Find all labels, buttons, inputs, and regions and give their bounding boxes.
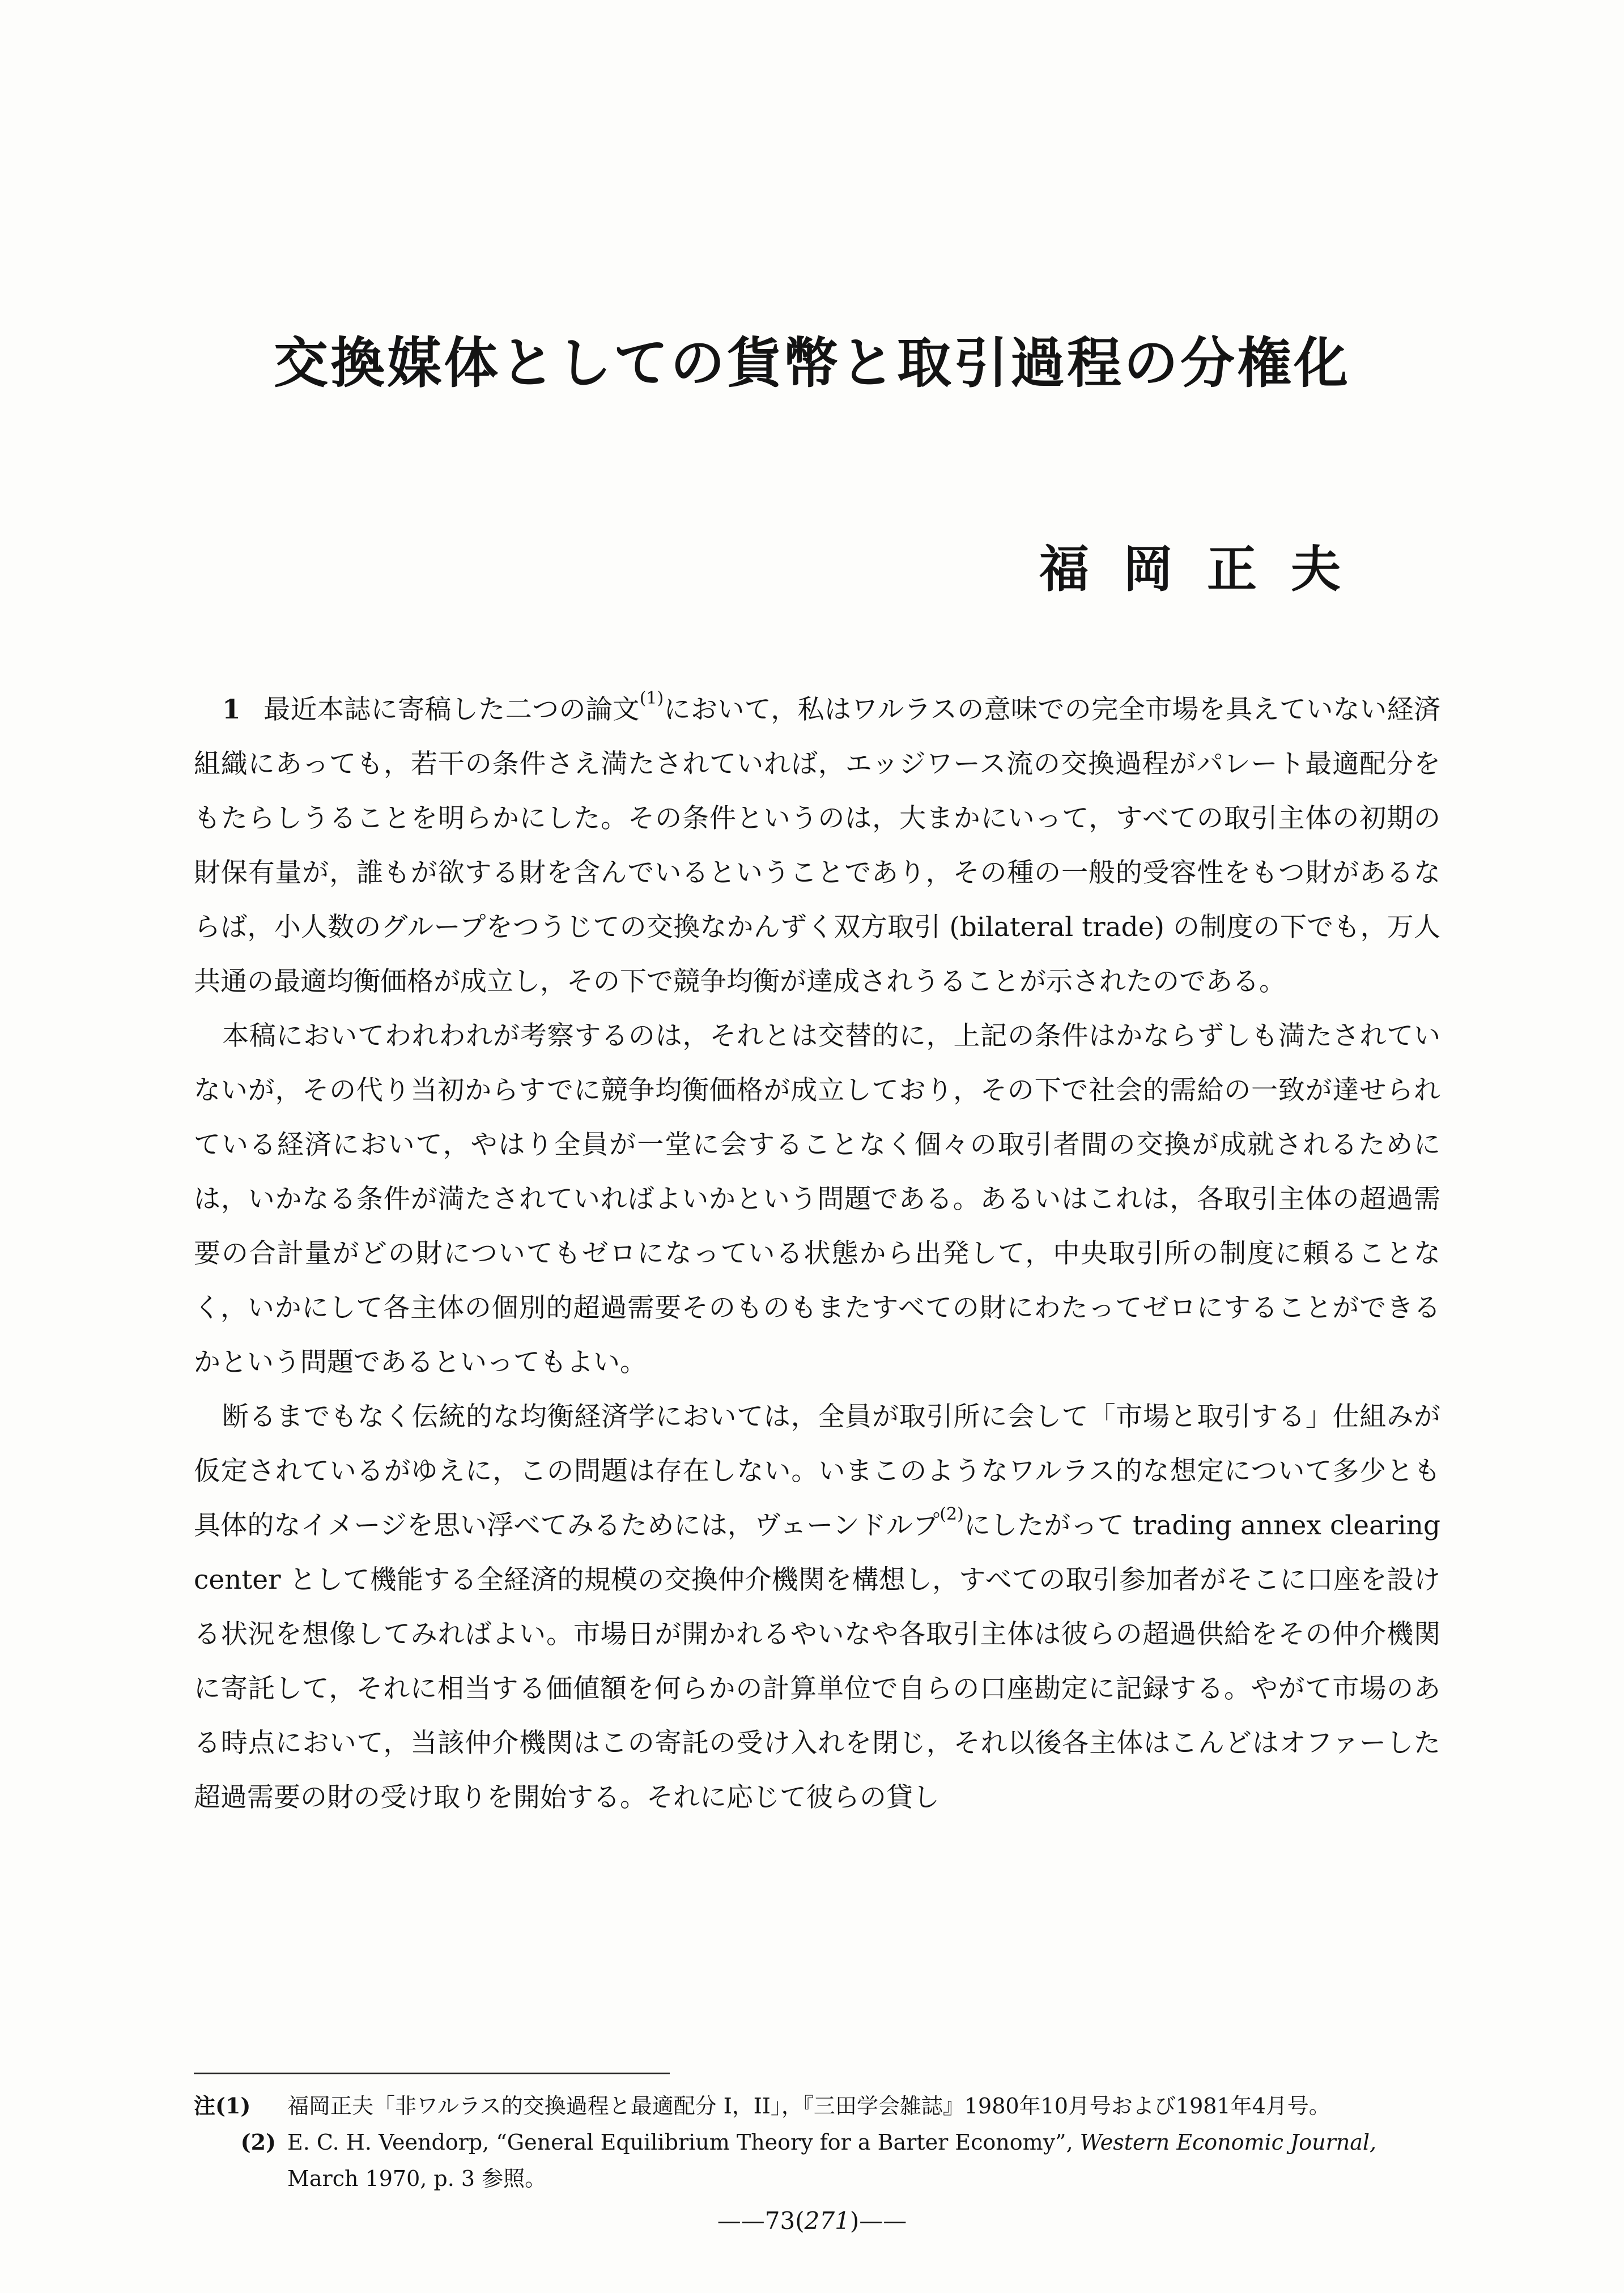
- author-name: 福岡正夫: [1039, 539, 1375, 598]
- paragraph-text: 本稿においてわれわれが考察するのは，それとは交替的に，上記の条件はかならずしも満たされていないが，その代り当初からすでに競争均衡価格が成立しており，その下で社会的需給の一致が達せられている経済において，やはり全員が一堂に会することなく個々の取引者間の交換が成就されるためには，いかなる条件が満たされていればよいかという問題である。あるいはこれは，各取引主体の超過需要の合計量がどの財についてもゼロになっている状態から出発して，中央取引所の制度に頼ることなく，いかにして各主体の個別的超過需要そのものもまたすべての財にわたってゼロにすることができるかという問題であるといってもよい。: [194, 1020, 1440, 1378]
- footnote-label: (2): [240, 2129, 276, 2155]
- paragraph-text: において，私はワルラスの意味での完全市場を具えていない経済組織にあっても，若干の条件さえ満たされていれば，エッジワース流の交換過程がパレート最適配分をもたらしうることを明らかにした。その条件というのは，大まかにいって，すべての取引主体の初期の財保有量が，誰もが欲する財を含んでいるということであり，その種の一般的受容性をもつ財があるならば，小人数のグループをつうじての交換なかんずく双方取引 (bilateral trade) の制度の下でも，万人共通の最適均衡価格が成立し，その下で競争均衡が達成されうることが示されたのである。: [194, 694, 1440, 997]
- citation-tail: March 1970, p. 3 参照。: [287, 2166, 547, 2191]
- section-number: 1: [222, 694, 241, 725]
- page-number-value: 73: [764, 2207, 796, 2235]
- volume-page-number: 271: [804, 2207, 850, 2235]
- footnote-label: 注(1): [194, 2093, 251, 2118]
- footnote-divider: [194, 2073, 670, 2074]
- footnote: [194, 2088, 1446, 2124]
- paragraph-text: にしたがって trading annex clearing center として機能する全経済的規模の交換仲介機関を構想し，すべての取引参加者がそこに口座を設ける状況を想像してみればよい。市場日が開かれるやいなや各取引主体は彼らの超過供給をその仲介機関に寄託して，それに相当する価値額を何らかの計算単位で自らの口座勘定に記録する。やがて市場のある時点において，当該仲介機関はこの寄託の受け入れを閉じ，それ以後各主体はこんどはオファーした超過需要の財の受け取りを開始する。それに応じて彼らの貸し: [194, 1510, 1440, 1813]
- paragraph: [194, 1009, 1440, 1390]
- footnote-text: [287, 2124, 1446, 2197]
- citation-text: E. C. H. Veendorp, “General Equilibrium Theory for a Barter Economy”,: [287, 2130, 1073, 2155]
- journal-title: Western Economic Journal,: [1079, 2130, 1377, 2155]
- footnote: [194, 2124, 1446, 2197]
- page-title: 交換媒体としての貨幣と取引過程の分権化: [274, 331, 1350, 395]
- paragraph-text: 最近本誌に寄稿した二つの論文: [263, 694, 640, 725]
- footnote-ref[interactable]: (1): [639, 688, 664, 708]
- paragraph: [194, 1390, 1440, 1825]
- footnotes: [194, 2088, 1446, 2197]
- footnote-ref[interactable]: (2): [939, 1504, 964, 1524]
- page-number: ——73(271)——: [717, 2207, 907, 2235]
- body-text: [194, 683, 1440, 1825]
- footnote-text: 福岡正夫「非ワルラス的交換過程と最適配分 I，II」，『三田学会雑誌』1980年10月号および1981年4月号。: [287, 2094, 1330, 2118]
- paragraph-text: 断るまでもなく伝統的な均衡経済学においては，全員が取引所に会して「市場と取引する」仕組みが仮定されているがゆえに，この問題は存在しない。いまこのようなワルラス的な想定について多少とも具体的なイメージを思い浮べてみるためには，ヴェーンドルプ: [194, 1401, 1440, 1541]
- paragraph: [194, 683, 1440, 1009]
